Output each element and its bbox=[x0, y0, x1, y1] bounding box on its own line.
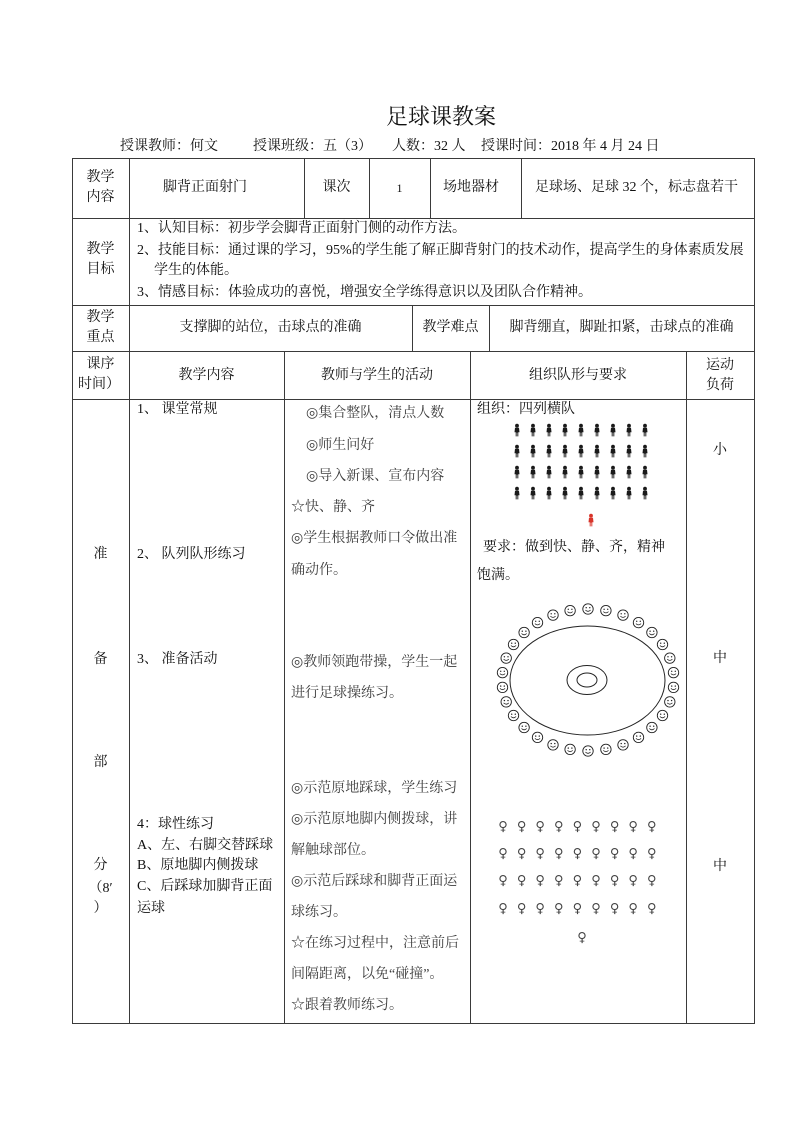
female-student-symbol: ♀ bbox=[647, 819, 657, 835]
activity-line: ◎师生问好 bbox=[306, 438, 375, 453]
female-student-symbol: ♀ bbox=[628, 873, 638, 889]
load-level: 小 bbox=[713, 443, 727, 458]
female-student-symbol: ♀ bbox=[554, 873, 564, 889]
smiley-icon bbox=[668, 682, 678, 692]
focus-row-label: 重点 bbox=[86, 330, 115, 345]
formation-requirement: 要求：做到快、静、齐，精神 bbox=[483, 540, 665, 555]
female-student-symbol: ♀ bbox=[647, 873, 657, 889]
header-load: 负荷 bbox=[706, 378, 734, 393]
focus-row-label: 教学 bbox=[86, 310, 115, 325]
student-icon bbox=[579, 445, 584, 458]
female-student-symbol: ♀ bbox=[498, 846, 508, 862]
section-duration: （8′ bbox=[88, 881, 113, 896]
table-line bbox=[521, 158, 522, 218]
female-student-symbol: ♀ bbox=[628, 819, 638, 835]
student-icon bbox=[547, 445, 552, 458]
table-line bbox=[129, 158, 130, 1024]
student-icon bbox=[643, 424, 648, 437]
female-student-symbol: ♀ bbox=[572, 846, 583, 862]
student-icon bbox=[515, 445, 520, 458]
female-student-symbol: ♀ bbox=[535, 873, 545, 889]
goals-row-label: 目标 bbox=[86, 262, 115, 277]
smiley-icon bbox=[508, 710, 518, 720]
table-line bbox=[72, 305, 755, 306]
smiley-icon bbox=[601, 744, 611, 754]
smiley-icon bbox=[647, 627, 657, 637]
content-item: 4：球性练习 bbox=[137, 817, 214, 832]
goal-line: 1、认知目标：初步学会脚背正面射门侧的动作方法。 bbox=[137, 221, 466, 236]
goal-line: 2、技能目标：通过课的学习，95%的学生能了解正脚背射门的技术动作，提高学生的身体素质发展 bbox=[137, 243, 744, 258]
female-student-symbol: ♀ bbox=[647, 901, 657, 917]
student-icon bbox=[611, 445, 616, 458]
female-student-symbol: ♀ bbox=[572, 819, 583, 835]
section-name-char: 准 bbox=[93, 547, 108, 562]
student-icon bbox=[531, 466, 536, 479]
goal-line: 3、情感目标：体验成功的喜悦，增强安全学练得意识以及团队合作精神。 bbox=[137, 285, 592, 300]
activity-line: ◎示范原地踩球，学生练习 bbox=[291, 781, 458, 796]
smiley-icon bbox=[532, 732, 542, 742]
student-count-info: 人数：32 人 bbox=[392, 139, 466, 154]
smiley-icon bbox=[519, 627, 529, 637]
female-student-symbol: ♀ bbox=[572, 901, 583, 917]
smiley-icon bbox=[647, 722, 657, 732]
student-icon bbox=[611, 487, 616, 500]
smiley-icon bbox=[665, 653, 675, 663]
activity-line: ◎导入新课、宣布内容 bbox=[306, 469, 445, 484]
student-icon bbox=[595, 445, 600, 458]
female-student-symbol: ♀ bbox=[577, 930, 587, 946]
female-student-symbol: ♀ bbox=[516, 846, 527, 862]
class-info: 授课班级：五（3） bbox=[253, 139, 372, 154]
student-icon bbox=[643, 487, 648, 500]
activity-line: 间隔距离，以免“碰撞”。 bbox=[291, 967, 444, 982]
smiley-icon bbox=[657, 639, 667, 649]
content-item: 3、 准备活动 bbox=[137, 652, 218, 667]
smiley-icon bbox=[497, 682, 507, 692]
student-icon bbox=[515, 424, 520, 437]
female-student-symbol: ♀ bbox=[554, 819, 564, 835]
student-icon bbox=[563, 466, 568, 479]
smiley-icon bbox=[508, 639, 518, 649]
field-outline bbox=[510, 626, 665, 735]
student-icon bbox=[643, 445, 648, 458]
header-load: 运动 bbox=[706, 358, 734, 373]
female-student-symbol: ♀ bbox=[609, 819, 620, 835]
table-line bbox=[72, 158, 755, 159]
activity-line: ☆跟着教师练习。 bbox=[291, 998, 403, 1013]
student-icon bbox=[547, 487, 552, 500]
student-icon bbox=[611, 466, 616, 479]
student-icon bbox=[643, 466, 648, 479]
smiley-icon bbox=[501, 697, 511, 707]
smiley-icon bbox=[497, 667, 507, 677]
activity-line: ◎示范后踩球和脚背正面运 bbox=[291, 874, 458, 889]
female-student-symbol: ♀ bbox=[535, 819, 545, 835]
teaching-difficulty: 脚背绷直，脚趾扣紧，击球点的准确 bbox=[509, 320, 734, 335]
smiley-icon bbox=[501, 653, 511, 663]
section-name-char: 分 bbox=[93, 858, 108, 873]
smiley-icon bbox=[565, 605, 575, 615]
center-circle bbox=[567, 666, 607, 695]
table-line bbox=[754, 158, 755, 1024]
female-student-symbol: ♀ bbox=[535, 901, 545, 917]
center-spot bbox=[577, 673, 597, 687]
student-icon bbox=[547, 424, 552, 437]
student-icon bbox=[515, 466, 520, 479]
section-name-char: 备 bbox=[93, 652, 108, 667]
smiley-icon bbox=[665, 697, 675, 707]
lesson-number: 1 bbox=[396, 181, 403, 195]
formation-diagram bbox=[470, 400, 686, 1023]
activity-line: 确动作。 bbox=[291, 563, 347, 578]
smiley-icon bbox=[548, 740, 558, 750]
activity-line: ◎示范原地脚内侧拨球，讲 bbox=[291, 812, 458, 827]
smiley-icon bbox=[583, 604, 593, 614]
student-icon bbox=[531, 487, 536, 500]
equipment-list: 足球场、足球 32 个，标志盘若干 bbox=[535, 180, 738, 195]
content-item: C、后踩球加脚背正面 bbox=[137, 879, 273, 894]
content-row-label: 教学 bbox=[86, 170, 115, 185]
student-icon bbox=[595, 487, 600, 500]
activity-line: ☆快、静、齐 bbox=[291, 500, 375, 515]
student-icon bbox=[563, 445, 568, 458]
activity-line: 球练习。 bbox=[291, 905, 347, 920]
smiley-icon bbox=[565, 744, 575, 754]
content-item: B、原地脚内侧拨球 bbox=[137, 858, 259, 873]
female-student-symbol: ♀ bbox=[516, 873, 527, 889]
teacher-icon bbox=[589, 514, 594, 527]
header-activity: 教师与学生的活动 bbox=[321, 368, 433, 383]
student-icon bbox=[627, 424, 632, 437]
smiley-icon bbox=[532, 617, 542, 627]
header-sequence-label: 时间） bbox=[78, 377, 120, 392]
section-name-char: 部 bbox=[93, 755, 108, 770]
female-student-symbol: ♀ bbox=[591, 873, 601, 889]
header-formation: 组织队形与要求 bbox=[529, 368, 627, 383]
smiley-icon bbox=[583, 746, 593, 756]
content-row-label: 内容 bbox=[86, 190, 115, 205]
activity-line: 解触球部位。 bbox=[291, 843, 375, 858]
female-student-symbol: ♀ bbox=[516, 819, 527, 835]
activity-line: 进行足球操练习。 bbox=[291, 686, 403, 701]
female-student-symbol: ♀ bbox=[498, 901, 508, 917]
female-student-symbol: ♀ bbox=[609, 901, 620, 917]
student-icon bbox=[579, 487, 584, 500]
smiley-icon bbox=[668, 667, 678, 677]
document-title: 足球课教案 bbox=[385, 104, 496, 129]
student-icon bbox=[547, 466, 552, 479]
student-icon bbox=[531, 445, 536, 458]
content-item: 2、 队列队形练习 bbox=[137, 547, 246, 562]
table-line bbox=[72, 351, 755, 352]
activity-line: ◎集合整队，清点人数 bbox=[306, 406, 445, 421]
load-level: 中 bbox=[713, 859, 727, 874]
student-icon bbox=[627, 445, 632, 458]
female-student-symbol: ♀ bbox=[591, 901, 601, 917]
teacher-info: 授课教师：何文 bbox=[120, 139, 218, 154]
lesson-number-label: 课次 bbox=[322, 180, 351, 195]
smiley-icon bbox=[618, 610, 628, 620]
student-icon bbox=[611, 424, 616, 437]
female-student-symbol: ♀ bbox=[591, 819, 601, 835]
formation-organization: 组织：四列横队 bbox=[477, 402, 575, 417]
smiley-icon bbox=[548, 610, 558, 620]
date-info: 授课时间：2018 年 4 月 24 日 bbox=[481, 139, 660, 154]
content-item: 1、 课堂常规 bbox=[137, 402, 218, 417]
student-icon bbox=[515, 487, 520, 500]
student-icon bbox=[579, 466, 584, 479]
female-student-symbol: ♀ bbox=[628, 901, 638, 917]
header-sequence-label: 课序 bbox=[86, 357, 115, 372]
smiley-icon bbox=[657, 710, 667, 720]
table-line bbox=[72, 1023, 755, 1024]
female-student-symbol: ♀ bbox=[628, 846, 638, 862]
female-student-symbol: ♀ bbox=[516, 901, 527, 917]
activity-line: ◎学生根据教师口令做出准 bbox=[291, 531, 458, 546]
student-icon bbox=[627, 466, 632, 479]
female-student-symbol: ♀ bbox=[647, 846, 657, 862]
table-line bbox=[284, 351, 285, 1023]
student-icon bbox=[531, 424, 536, 437]
female-student-symbol: ♀ bbox=[609, 873, 620, 889]
student-icon bbox=[595, 466, 600, 479]
load-level: 中 bbox=[713, 651, 727, 666]
activity-line: ☆在练习过程中，注意前后 bbox=[291, 936, 459, 951]
female-student-symbol: ♀ bbox=[554, 901, 564, 917]
activity-line: ◎教师领跑带操，学生一起 bbox=[291, 655, 458, 670]
student-icon bbox=[563, 424, 568, 437]
smiley-icon bbox=[618, 740, 628, 750]
female-student-symbol: ♀ bbox=[591, 846, 601, 862]
equipment-label: 场地器材 bbox=[443, 180, 499, 195]
section-duration: ） bbox=[93, 901, 108, 916]
female-student-symbol: ♀ bbox=[498, 873, 508, 889]
formation-requirement: 饱满。 bbox=[477, 568, 519, 583]
difficulty-label: 教学难点 bbox=[422, 320, 479, 335]
goal-line: 学生的体能。 bbox=[154, 263, 238, 278]
student-icon bbox=[595, 424, 600, 437]
student-icon bbox=[563, 487, 568, 500]
teaching-focus: 支撑脚的站位，击球点的准确 bbox=[179, 320, 362, 335]
female-student-symbol: ♀ bbox=[535, 846, 545, 862]
content-item: A、左、右脚交替踩球 bbox=[137, 838, 274, 853]
smiley-icon bbox=[519, 722, 529, 732]
smiley-icon bbox=[633, 732, 643, 742]
goals-row-label: 教学 bbox=[86, 242, 115, 257]
lesson-topic: 脚背正面射门 bbox=[163, 180, 247, 195]
smiley-icon bbox=[601, 605, 611, 615]
female-student-symbol: ♀ bbox=[572, 873, 583, 889]
table-line bbox=[430, 158, 431, 218]
student-icon bbox=[627, 487, 632, 500]
header-content: 教学内容 bbox=[178, 368, 235, 383]
female-student-symbol: ♀ bbox=[554, 846, 564, 862]
smiley-icon bbox=[633, 617, 643, 627]
female-student-symbol: ♀ bbox=[609, 846, 620, 862]
female-student-symbol: ♀ bbox=[498, 819, 508, 835]
content-item: 运球 bbox=[137, 901, 165, 916]
student-icon bbox=[579, 424, 584, 437]
